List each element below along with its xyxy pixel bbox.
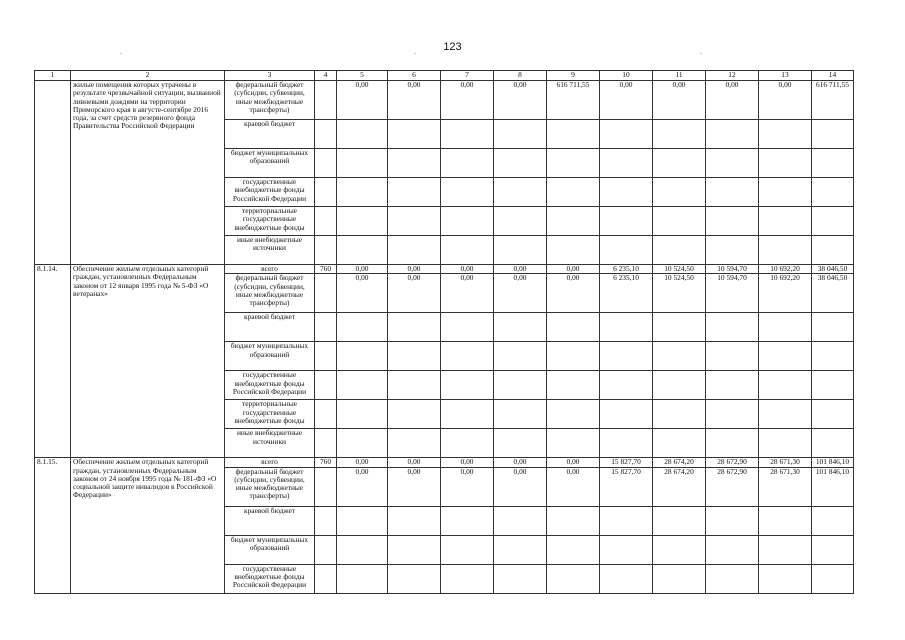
amount-cell: [388, 400, 441, 429]
funding-source: федеральный бюджет (субсидии, субвенции, иные межбюджетные трансферты): [225, 274, 315, 313]
amount-cell: 28 671,30: [759, 467, 812, 506]
header-cell: 7: [441, 71, 494, 81]
amount-cell: 0,00: [759, 81, 812, 120]
amount-cell: [441, 313, 494, 342]
amount-cell: [388, 207, 441, 236]
amount-cell: [494, 371, 547, 400]
amount-cell: [337, 535, 388, 564]
amount-cell: [388, 535, 441, 564]
amount-cell: [600, 400, 653, 429]
amount-cell: [706, 506, 759, 535]
amount-cell: [759, 342, 812, 371]
funding-source: краевой бюджет: [225, 120, 315, 149]
amount-cell: [337, 149, 388, 178]
amount-cell: 0,00: [441, 458, 494, 467]
amount-cell: [759, 400, 812, 429]
amount-cell: [812, 400, 854, 429]
amount-cell: 15 827,70: [600, 467, 653, 506]
funding-source: иные внебюджетные источники: [225, 236, 315, 265]
amount-cell: [812, 429, 854, 458]
amount-cell: [441, 506, 494, 535]
amount-cell: [441, 236, 494, 265]
amount-cell: 10 524,50: [653, 265, 706, 274]
header-cell: 5: [337, 71, 388, 81]
amount-cell: [653, 506, 706, 535]
amount-cell: [600, 178, 653, 207]
amount-cell: [388, 371, 441, 400]
ministry-code: [315, 236, 337, 265]
amount-cell: [653, 178, 706, 207]
amount-cell: [812, 313, 854, 342]
amount-cell: [337, 313, 388, 342]
amount-cell: 0,00: [494, 81, 547, 120]
amount-cell: [337, 120, 388, 149]
amount-cell: [759, 564, 812, 593]
amount-cell: 0,00: [494, 467, 547, 506]
amount-cell: 101 846,10: [812, 458, 854, 467]
amount-cell: [337, 236, 388, 265]
amount-cell: [547, 342, 600, 371]
item-description: жилые помещения которых утрачены в результате чрезвычайной ситуации, вызванной ливневыми дождями на территории Приморского края в августе-сентябре 2016 года, за счет средств резервного фонда Правительства Российской Федерации: [71, 81, 225, 265]
budget-table: [34, 70, 854, 594]
amount-cell: [388, 178, 441, 207]
ministry-code: [315, 342, 337, 371]
header-cell: 13: [759, 71, 812, 81]
header-cell: 9: [547, 71, 600, 81]
header-row: [35, 71, 854, 81]
amount-cell: [547, 178, 600, 207]
item-code: 8.1.14.: [35, 265, 71, 458]
amount-cell: 10 594,70: [706, 265, 759, 274]
amount-cell: 0,00: [494, 265, 547, 274]
ministry-code: [315, 274, 337, 313]
amount-cell: [653, 342, 706, 371]
amount-cell: [388, 564, 441, 593]
funding-source: федеральный бюджет (субсидии, субвенции, иные межбюджетные трансферты): [225, 81, 315, 120]
funding-source: бюджет муниципальных образований: [225, 342, 315, 371]
amount-cell: 616 711,55: [812, 81, 854, 120]
funding-source: государственные внебюджетные фонды Российской Федерации: [225, 564, 315, 593]
amount-cell: [388, 120, 441, 149]
item-code: [35, 81, 71, 265]
amount-cell: 0,00: [441, 274, 494, 313]
ministry-code: [315, 400, 337, 429]
amount-cell: [706, 178, 759, 207]
amount-cell: [547, 535, 600, 564]
amount-cell: 0,00: [600, 81, 653, 120]
ministry-code: [315, 313, 337, 342]
amount-cell: [547, 149, 600, 178]
amount-cell: 0,00: [547, 458, 600, 467]
amount-cell: 10 692,20: [759, 265, 812, 274]
amount-cell: [759, 236, 812, 265]
amount-cell: 10 524,50: [653, 274, 706, 313]
funding-source: территориальные государственные внебюджетные фонды: [225, 400, 315, 429]
amount-cell: 28 671,30: [759, 458, 812, 467]
amount-cell: [653, 429, 706, 458]
amount-cell: 28 674,20: [653, 458, 706, 467]
amount-cell: [441, 564, 494, 593]
amount-cell: 0,00: [653, 81, 706, 120]
amount-cell: [759, 429, 812, 458]
amount-cell: [600, 313, 653, 342]
scan-speck: .: [700, 47, 702, 56]
amount-cell: [653, 564, 706, 593]
amount-cell: [441, 371, 494, 400]
header-cell: 6: [388, 71, 441, 81]
amount-cell: 101 846,10: [812, 467, 854, 506]
amount-cell: [337, 178, 388, 207]
funding-source: государственные внебюджетные фонды Российской Федерации: [225, 371, 315, 400]
ministry-code: [315, 178, 337, 207]
amount-cell: [388, 342, 441, 371]
amount-cell: [388, 149, 441, 178]
funding-source: всего: [225, 265, 315, 274]
amount-cell: [547, 313, 600, 342]
funding-source: всего: [225, 458, 315, 467]
header-cell: 3: [225, 71, 315, 81]
amount-cell: [600, 236, 653, 265]
amount-cell: 0,00: [706, 81, 759, 120]
ministry-code: [315, 120, 337, 149]
amount-cell: 0,00: [337, 274, 388, 313]
amount-cell: [547, 429, 600, 458]
amount-cell: 0,00: [547, 274, 600, 313]
funding-source: краевой бюджет: [225, 313, 315, 342]
amount-cell: [706, 149, 759, 178]
amount-cell: [494, 149, 547, 178]
amount-cell: [441, 120, 494, 149]
amount-cell: [547, 506, 600, 535]
amount-cell: 0,00: [337, 458, 388, 467]
header-cell: 10: [600, 71, 653, 81]
amount-cell: 0,00: [337, 265, 388, 274]
amount-cell: [547, 400, 600, 429]
amount-cell: [337, 564, 388, 593]
amount-cell: [706, 564, 759, 593]
amount-cell: [653, 313, 706, 342]
amount-cell: [441, 149, 494, 178]
amount-cell: 0,00: [547, 467, 600, 506]
amount-cell: [600, 371, 653, 400]
amount-cell: [494, 535, 547, 564]
amount-cell: [706, 400, 759, 429]
funding-source: государственные внебюджетные фонды Российской Федерации: [225, 178, 315, 207]
amount-cell: [547, 207, 600, 236]
amount-cell: [600, 342, 653, 371]
ministry-code: 760: [315, 265, 337, 274]
amount-cell: [653, 371, 706, 400]
amount-cell: 6 235,10: [600, 274, 653, 313]
amount-cell: [812, 207, 854, 236]
ministry-code: [315, 429, 337, 458]
amount-cell: 6 235,10: [600, 265, 653, 274]
amount-cell: 28 674,20: [653, 467, 706, 506]
amount-cell: [600, 207, 653, 236]
scan-speck: .: [414, 47, 416, 56]
amount-cell: [812, 342, 854, 371]
ministry-code: 760: [315, 458, 337, 467]
amount-cell: [653, 400, 706, 429]
amount-cell: [706, 371, 759, 400]
amount-cell: [494, 236, 547, 265]
amount-cell: 0,00: [388, 458, 441, 467]
amount-cell: [812, 506, 854, 535]
amount-cell: [759, 313, 812, 342]
amount-cell: 0,00: [441, 467, 494, 506]
amount-cell: [812, 564, 854, 593]
ministry-code: [315, 371, 337, 400]
header-cell: 12: [706, 71, 759, 81]
amount-cell: [653, 149, 706, 178]
amount-cell: [812, 535, 854, 564]
amount-cell: [441, 400, 494, 429]
amount-cell: [494, 342, 547, 371]
ministry-code: [315, 564, 337, 593]
amount-cell: 0,00: [337, 81, 388, 120]
funding-source: территориальные государственные внебюджетные фонды: [225, 207, 315, 236]
amount-cell: [441, 429, 494, 458]
amount-cell: [337, 429, 388, 458]
amount-cell: 10 692,20: [759, 274, 812, 313]
amount-cell: 28 672,90: [706, 458, 759, 467]
amount-cell: [706, 313, 759, 342]
amount-cell: [337, 371, 388, 400]
amount-cell: [706, 236, 759, 265]
amount-cell: [547, 236, 600, 265]
amount-cell: [337, 207, 388, 236]
amount-cell: 38 046,50: [812, 274, 854, 313]
amount-cell: 10 594,70: [706, 274, 759, 313]
amount-cell: [441, 342, 494, 371]
amount-cell: 0,00: [388, 274, 441, 313]
amount-cell: [441, 178, 494, 207]
amount-cell: 0,00: [388, 81, 441, 120]
amount-cell: [388, 506, 441, 535]
header-cell: 11: [653, 71, 706, 81]
amount-cell: [494, 429, 547, 458]
amount-cell: [706, 535, 759, 564]
ministry-code: [315, 149, 337, 178]
amount-cell: [441, 207, 494, 236]
table-row: [35, 81, 854, 120]
amount-cell: [706, 120, 759, 149]
amount-cell: [706, 342, 759, 371]
amount-cell: 38 046,50: [812, 265, 854, 274]
amount-cell: [494, 178, 547, 207]
amount-cell: [494, 400, 547, 429]
table-body: [35, 71, 854, 594]
funding-source: краевой бюджет: [225, 506, 315, 535]
amount-cell: [547, 564, 600, 593]
funding-source: бюджет муниципальных образований: [225, 535, 315, 564]
item-description: Обеспечение жильем отдельных категорий граждан, установленных Федеральным законом от 24 ноября 1995 года № 181-ФЗ «О социальной защите инвалидов в Российской Федерации»: [71, 458, 225, 593]
amount-cell: [812, 236, 854, 265]
amount-cell: [494, 120, 547, 149]
header-cell: 1: [35, 71, 71, 81]
ministry-code: [315, 506, 337, 535]
amount-cell: [706, 429, 759, 458]
page-number: 123: [443, 41, 462, 53]
amount-cell: [388, 429, 441, 458]
ministry-code: [315, 207, 337, 236]
amount-cell: 0,00: [441, 265, 494, 274]
ministry-code: [315, 81, 337, 120]
amount-cell: [494, 564, 547, 593]
amount-cell: [812, 371, 854, 400]
amount-cell: [812, 178, 854, 207]
amount-cell: [759, 178, 812, 207]
amount-cell: [388, 236, 441, 265]
amount-cell: 616 711,55: [547, 81, 600, 120]
amount-cell: [600, 429, 653, 458]
amount-cell: [759, 120, 812, 149]
amount-cell: [388, 313, 441, 342]
amount-cell: [653, 535, 706, 564]
amount-cell: [337, 400, 388, 429]
amount-cell: [812, 120, 854, 149]
amount-cell: 0,00: [494, 274, 547, 313]
amount-cell: 28 672,90: [706, 467, 759, 506]
amount-cell: [759, 371, 812, 400]
funding-source: федеральный бюджет (субсидии, субвенции, иные межбюджетные трансферты): [225, 467, 315, 506]
table-row: [35, 458, 854, 467]
amount-cell: [337, 506, 388, 535]
amount-cell: [600, 120, 653, 149]
amount-cell: [653, 236, 706, 265]
amount-cell: [653, 207, 706, 236]
table-row: [35, 265, 854, 274]
amount-cell: [547, 371, 600, 400]
amount-cell: [759, 535, 812, 564]
amount-cell: 0,00: [547, 265, 600, 274]
header-cell: 8: [494, 71, 547, 81]
amount-cell: [759, 149, 812, 178]
amount-cell: [441, 535, 494, 564]
amount-cell: [600, 506, 653, 535]
amount-cell: [494, 313, 547, 342]
amount-cell: 0,00: [388, 467, 441, 506]
amount-cell: [337, 342, 388, 371]
amount-cell: [494, 506, 547, 535]
header-cell: 2: [71, 71, 225, 81]
funding-source: иные внебюджетные источники: [225, 429, 315, 458]
ministry-code: [315, 467, 337, 506]
amount-cell: [759, 506, 812, 535]
amount-cell: [600, 535, 653, 564]
amount-cell: [600, 149, 653, 178]
item-description: Обеспечение жильем отдельных категорий граждан, установленных Федеральным законом от 12 января 1995 года № 5-ФЗ «О ветеранах»: [71, 265, 225, 458]
amount-cell: 0,00: [441, 81, 494, 120]
amount-cell: 15 827,70: [600, 458, 653, 467]
amount-cell: [759, 207, 812, 236]
amount-cell: [653, 120, 706, 149]
amount-cell: [706, 207, 759, 236]
amount-cell: [812, 149, 854, 178]
ministry-code: [315, 535, 337, 564]
amount-cell: 0,00: [494, 458, 547, 467]
amount-cell: 0,00: [337, 467, 388, 506]
amount-cell: 0,00: [388, 265, 441, 274]
funding-source: бюджет муниципальных образований: [225, 149, 315, 178]
amount-cell: [600, 564, 653, 593]
scan-speck: .: [120, 47, 122, 56]
amount-cell: [547, 120, 600, 149]
header-cell: 4: [315, 71, 337, 81]
item-code: 8.1.15.: [35, 458, 71, 593]
amount-cell: [494, 207, 547, 236]
header-cell: 14: [812, 71, 854, 81]
